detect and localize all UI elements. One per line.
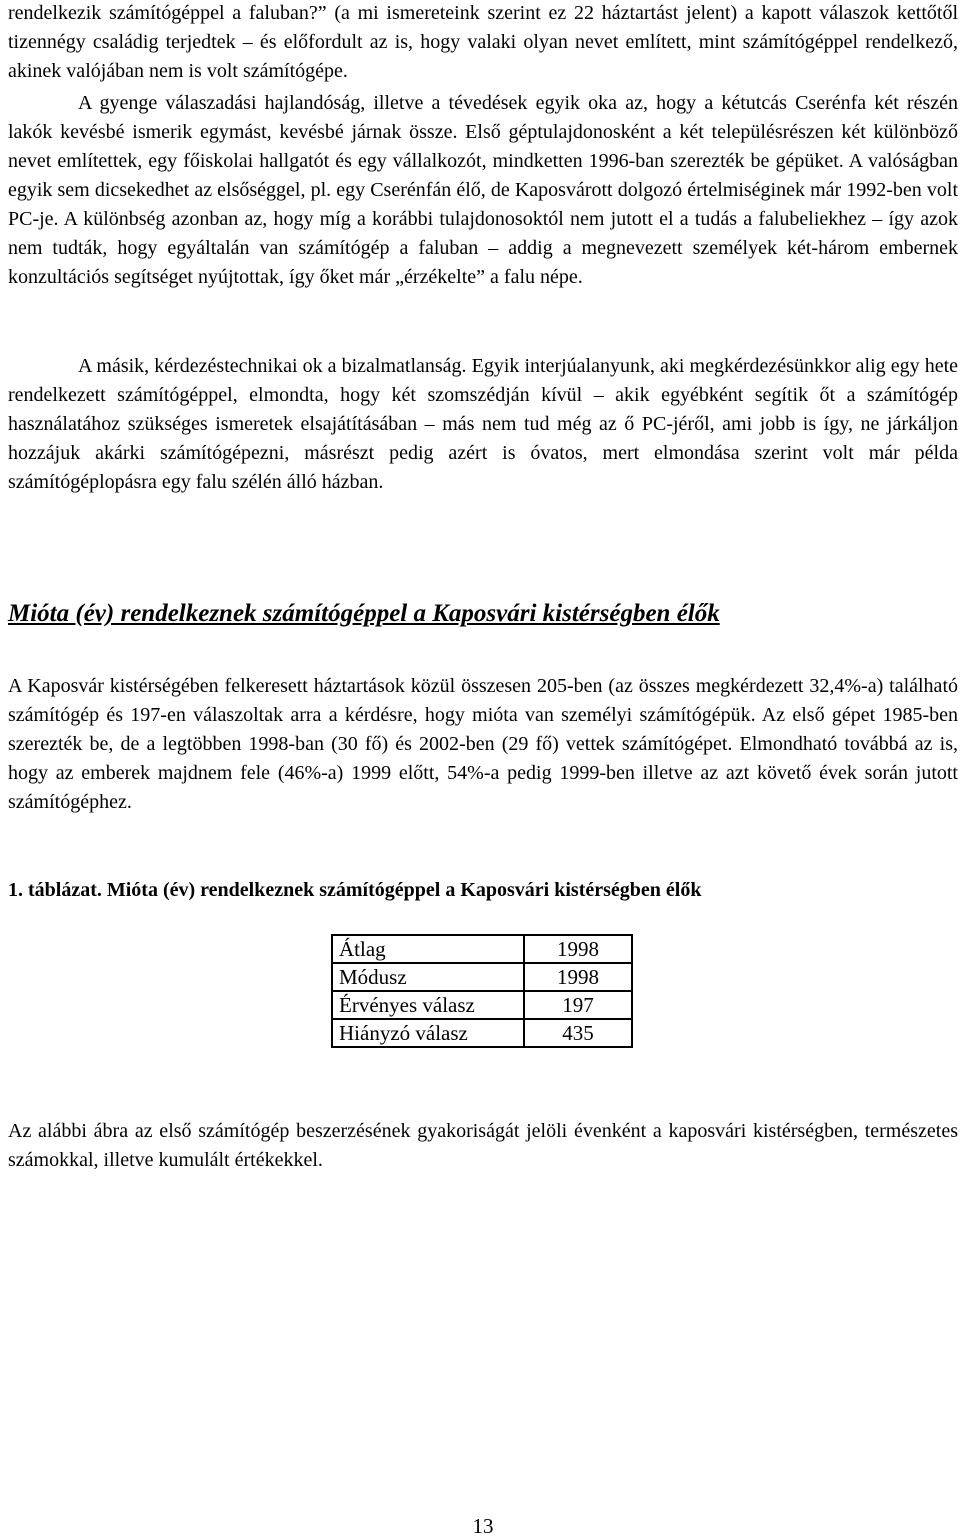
table-row (332, 935, 632, 963)
stats-table (331, 934, 633, 1048)
paragraph-3-text: A másik, kérdezéstechnikai ok a bizalmatlanság. Egyik interjúalanyunk, aki megkérdezésünkkor alig egy hete rendelkezett számítógéppel, elmondta, hogy két szomszédján kívül – akik egyébként segítik őt a számítógép használatához szükséges ismeretek elsajátításában – más nem tud még az ő PC-jéről, ami jobb is így, ne járkáljon hozzájuk akárki számítógépezni, másrészt pedig azért is óvatos, mert elmondása szerint volt már példa számítógéplopásra egy falu szélén álló házban. (8, 355, 958, 493)
table-row (332, 963, 632, 991)
table-row-value: 1998 (524, 935, 632, 963)
table-row-value: 1998 (524, 963, 632, 991)
page-number: 13 (472, 1514, 494, 1538)
table-row-label: Módusz (332, 963, 524, 991)
section-heading: Mióta (év) rendelkeznek számítógéppel a Kaposvári kistérségben élők (8, 600, 720, 627)
table-caption: 1. táblázat. Mióta (év) rendelkeznek számítógéppel a Kaposvári kistérségben élők (8, 879, 702, 901)
table-row-value: 197 (524, 991, 632, 1019)
paragraph-3 (8, 352, 958, 497)
table-row-label: Érvényes válasz (332, 991, 524, 1019)
table-row (332, 991, 632, 1019)
table-row (332, 1019, 632, 1047)
paragraph-2 (8, 89, 958, 292)
paragraph-1-text: rendelkezik számítógéppel a faluban?” (a mi ismereteink szerint ez 22 háztartást jelent) a kapott válaszok kettőtől tizennégy családig terjedtek – és előfordult az is, hogy valaki olyan nevet említett, mint számítógéppel rendelkező, akinek valójában nem is volt számítógépe. (8, 2, 958, 82)
table-row-value: 435 (524, 1019, 632, 1047)
table-row-label: Hiányzó válasz (332, 1019, 524, 1047)
paragraph-2-text: A gyenge válaszadási hajlandóság, illetve a tévedések egyik oka az, hogy a kétutcás Cserénfa két részén lakók kevésbé ismerik egymást, kevésbé járnak össze. Első géptulajdonosként a két településrészen két különböző nevet említettek, egy főiskolai hallgatót és egy vállalkozót, mindketten 1996-ban szerezték be gépüket. A valóságban egyik sem dicsekedhet az elsőséggel, pl. egy Cserénfán élő, de Kaposvárott dolgozó értelmiséginek már 1992-ben volt PC-je. A különbség azonban az, hogy míg a korábbi tulajdonosoktól nem jutott el a tudás a falubeliekhez – így azok nem tudták, hogy egyáltalán van számítógép a faluban – addig a megnevezett személyek két-három embernek konzultációs segítséget nyújtottak, így őket már „érzékelte” a falu népe. (8, 92, 958, 288)
document-page (8, 0, 958, 1539)
paragraph-5 (8, 1117, 958, 1175)
table-row-label: Átlag (332, 935, 524, 963)
paragraph-1 (8, 0, 958, 86)
paragraph-4-text: A Kaposvár kistérségében felkeresett háztartások közül összesen 205-ben (az összes megkérdezett 32,4%-a) található számítógép és 197-en válaszoltak arra a kérdésre, hogy mióta van személyi számítógépük. Az első gépet 1985-ben szerezték be, de a legtöbben 1998-ban (30 fő) és 2002-ben (29 fő) vettek számítógépet. Elmondható továbbá az is, hogy az emberek majdnem fele (46%-a) 1999 előtt, 54%-a pedig 1999-ben illetve az azt követő évek során jutott számítógéphez. (8, 675, 958, 813)
paragraph-4 (8, 672, 958, 817)
paragraph-5-text: Az alábbi ábra az első számítógép beszerzésének gyakoriságát jelöli évenként a kaposvári kistérségben, természetes számokkal, illetve kumulált értékekkel. (8, 1120, 958, 1171)
